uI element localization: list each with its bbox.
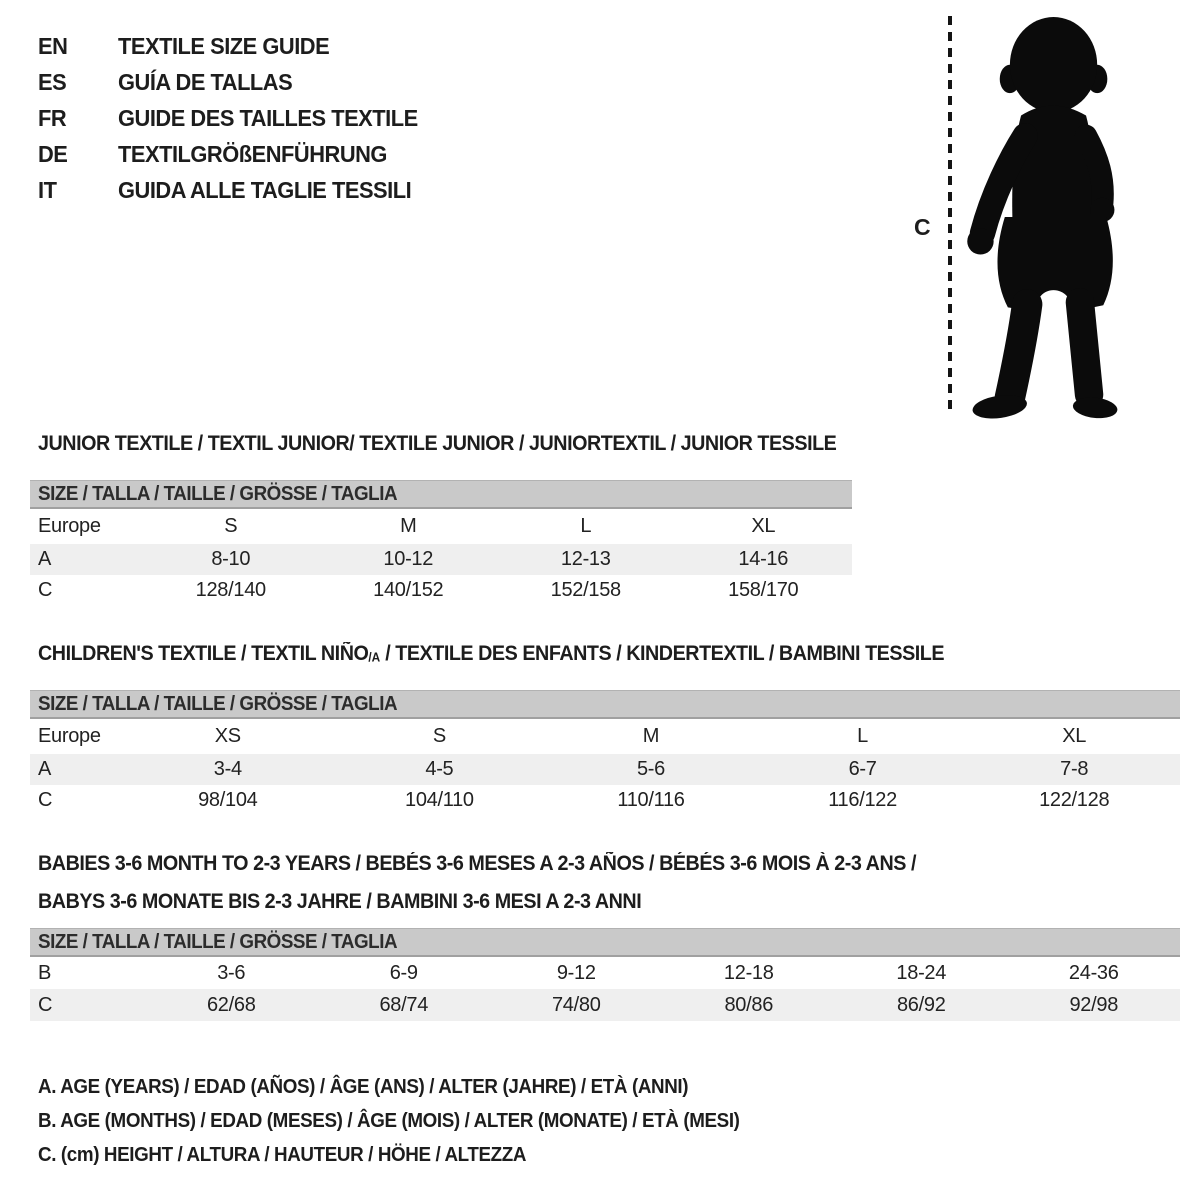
language-row-fr	[38, 100, 434, 136]
row-label: C	[38, 993, 53, 1016]
language-title: GUÍA DE TALLAS	[118, 69, 293, 95]
size-col-header: M	[400, 515, 417, 537]
language-row-en	[38, 28, 434, 64]
language-row-it	[38, 172, 434, 208]
children-height-row	[30, 785, 1180, 816]
children-size-table	[30, 690, 1180, 816]
cell-value: 74/80	[551, 993, 601, 1016]
junior-section-title-text: JUNIOR TEXTILE / TEXTIL JUNIOR/ TEXTILE JUNIOR / JUNIORTEXTIL / JUNIOR TESSILE	[38, 432, 837, 455]
cell-value: 5-6	[636, 758, 665, 780]
row-label: B	[38, 961, 52, 984]
cell-value: 158/170	[728, 579, 799, 601]
cell-value: 12-13	[560, 548, 611, 570]
cell-value: 6-7	[848, 758, 877, 780]
children-size-header-text: SIZE / TALLA / TAILLE / GRÖSSE / TAGLIA	[38, 692, 398, 715]
babies-section-title-line2: BABYS 3-6 MONATE BIS 2-3 JAHRE / BAMBINI 3-6 MESI A 2-3 ANNI	[38, 890, 642, 913]
cell-value: 9-12	[556, 961, 596, 984]
babies-height-row	[30, 989, 1180, 1021]
language-title: GUIDE DES TAILLES TEXTILE	[118, 105, 418, 131]
size-col-header: L	[857, 725, 868, 747]
junior-age-row	[30, 544, 852, 575]
language-code: FR	[38, 105, 67, 131]
junior-size-header-text: SIZE / TALLA / TAILLE / GRÖSSE / TAGLIA	[38, 482, 398, 505]
cell-value: 7-8	[1060, 758, 1089, 780]
cell-value: 10-12	[383, 548, 434, 570]
junior-size-header-bar	[30, 480, 852, 509]
language-code: DE	[38, 141, 68, 167]
size-col-header: XL	[751, 515, 776, 537]
row-label: C	[38, 579, 53, 601]
region-label: Europe	[38, 515, 101, 537]
row-label: A	[38, 548, 52, 570]
cell-value: 4-5	[425, 758, 454, 780]
size-col-header: XS	[214, 725, 241, 747]
cell-value: 3-6	[217, 961, 246, 984]
cell-value: 86/92	[896, 993, 946, 1016]
row-label: C	[38, 789, 53, 811]
cell-value: 122/128	[1039, 789, 1110, 811]
size-col-header: S	[432, 725, 446, 747]
cell-value: 24-36	[1068, 961, 1119, 984]
language-code: EN	[38, 33, 68, 59]
cell-value: 6-9	[389, 961, 418, 984]
size-col-header: XL	[1062, 725, 1087, 747]
cell-value: 116/122	[828, 789, 897, 811]
size-col-header: S	[224, 515, 238, 537]
legend-line-a: A. AGE (YEARS) / EDAD (AÑOS) / ÂGE (ANS) / ALTER (JAHRE) / ETÀ (ANNI)	[38, 1076, 689, 1098]
babies-size-header-text: SIZE / TALLA / TAILLE / GRÖSSE / TAGLIA	[38, 930, 398, 953]
cell-value: 128/140	[195, 579, 266, 601]
junior-size-table	[30, 480, 852, 606]
cell-value: 152/158	[550, 579, 621, 601]
cell-value: 80/86	[724, 993, 774, 1016]
cell-value: 8-10	[211, 548, 251, 570]
cell-value: 104/110	[405, 789, 474, 811]
babies-section-title-line1: BABIES 3-6 MONTH TO 2-3 YEARS / BEBÉS 3-6 MESES A 2-3 AÑOS / BÉBÉS 3-6 MOIS À 2-3 ANS /	[38, 852, 916, 875]
language-title: TEXTILGRÖßENFÜHRUNG	[118, 141, 387, 167]
nino-a-subscript: /A	[368, 650, 381, 665]
junior-height-row	[30, 575, 852, 606]
cell-value: 92/98	[1069, 993, 1119, 1016]
cell-value: 68/74	[379, 993, 429, 1016]
language-title: TEXTILE SIZE GUIDE	[118, 33, 330, 59]
children-section-title-text: CHILDREN'S TEXTILE / TEXTIL NIÑO/A / TEXTILE DES ENFANTS / KINDERTEXTIL / BAMBINI TESSILE	[38, 642, 945, 665]
cell-value: 110/116	[617, 789, 685, 811]
cell-value: 14-16	[738, 548, 789, 570]
babies-size-header-bar	[30, 928, 1180, 957]
babies-section-title	[38, 845, 972, 921]
babies-months-row	[30, 957, 1180, 989]
legend-line-c: C. (cm) HEIGHT / ALTURA / HAUTEUR / HÖHE / ALTEZZA	[38, 1144, 527, 1166]
region-label: Europe	[38, 725, 101, 747]
legend-line-b: B. AGE (MONTHS) / EDAD (MESES) / ÂGE (MOIS) / ALTER (MONATE) / ETÀ (MESI)	[38, 1110, 740, 1132]
language-row-de	[38, 136, 434, 172]
measurement-legend	[38, 1070, 784, 1172]
children-age-row	[30, 754, 1180, 785]
language-code: IT	[38, 177, 57, 203]
children-section-title	[38, 642, 1002, 666]
language-code: ES	[38, 69, 67, 95]
cell-value: 3-4	[213, 758, 242, 780]
junior-col-header-row	[30, 509, 852, 544]
children-col-header-row	[30, 719, 1180, 754]
cell-value: 18-24	[896, 961, 947, 984]
toddler-silhouette-icon	[962, 14, 1140, 420]
language-row-es	[38, 64, 434, 100]
junior-section-title	[38, 432, 887, 456]
cell-value: 98/104	[198, 789, 258, 811]
height-measure-label: C	[914, 214, 931, 240]
row-label: A	[38, 758, 52, 780]
cell-value: 12-18	[723, 961, 774, 984]
language-title-block	[38, 28, 434, 208]
size-col-header: L	[580, 515, 592, 537]
size-col-header: M	[642, 725, 660, 747]
height-measure-dashed-line	[948, 16, 952, 416]
cell-value: 140/152	[373, 579, 444, 601]
cell-value: 62/68	[206, 993, 256, 1016]
children-size-header-bar	[30, 690, 1180, 719]
babies-size-table	[30, 928, 1180, 1021]
language-title: GUIDA ALLE TAGLIE TESSILI	[118, 177, 412, 203]
